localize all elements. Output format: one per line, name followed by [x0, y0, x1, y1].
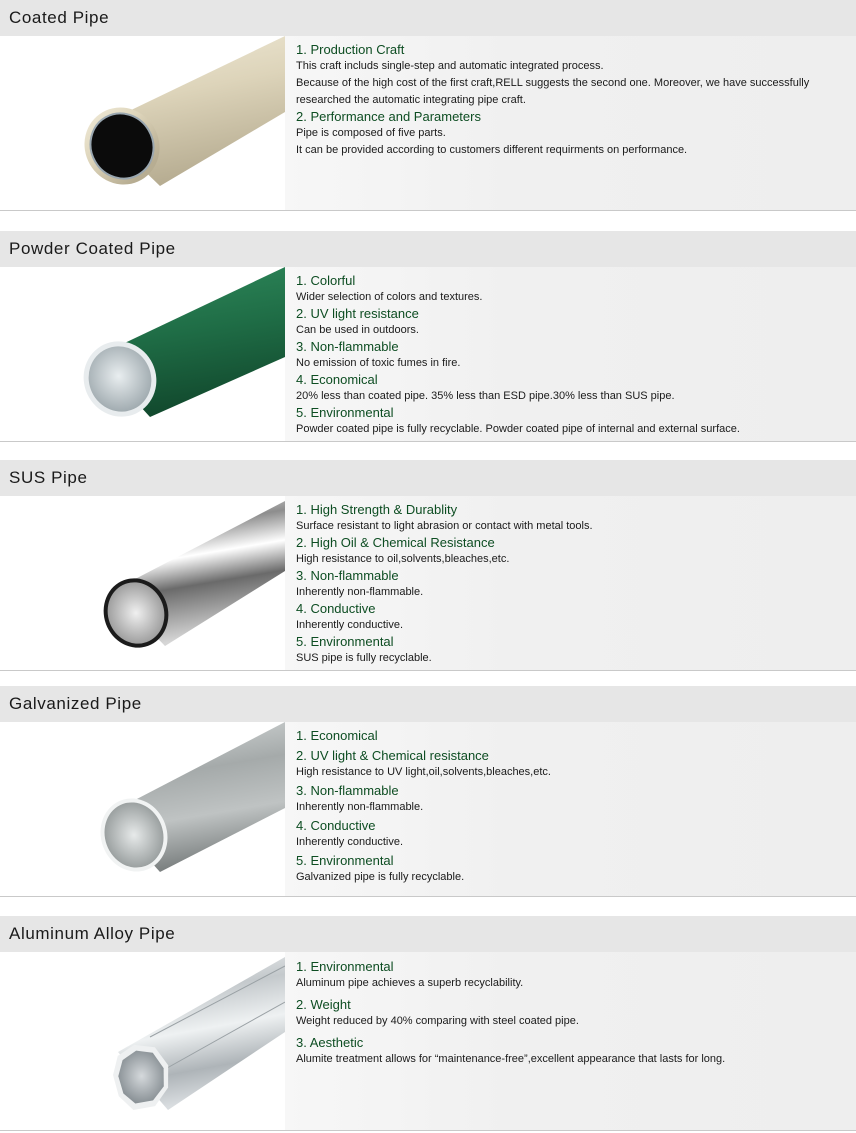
feature-text: researched the automatic integrating pipe craft. [296, 94, 526, 106]
section-title: Powder Coated Pipe [0, 231, 856, 267]
section-body [0, 952, 856, 1131]
feature-heading: 2. UV light resistance [296, 306, 419, 321]
aluminum-alloy-pipe-image [0, 952, 285, 1130]
feature-text: Inherently conductive. [296, 836, 404, 848]
feature-item [296, 853, 848, 886]
feature-text: Wider selection of colors and textures. [296, 291, 483, 303]
feature-heading: 1. Environmental [296, 959, 394, 974]
feature-text: Powder coated pipe is fully recyclable. Powder coated pipe of internal and external surface. [296, 423, 740, 435]
feature-text: 20% less than coated pipe. 35% less than ESD pipe.30% less than SUS pipe. [296, 390, 675, 402]
section-body [0, 722, 856, 897]
feature-heading: 4. Conductive [296, 818, 376, 833]
feature-heading: 1. Economical [296, 728, 378, 743]
section-body [0, 496, 856, 671]
feature-heading: 3. Non-flammable [296, 568, 399, 583]
feature-item [296, 109, 848, 159]
feature-heading: 1. Colorful [296, 273, 356, 288]
feature-item [296, 535, 848, 568]
feature-item [296, 42, 848, 109]
feature-item [296, 748, 848, 781]
feature-text: No emission of toxic fumes in fire. [296, 357, 461, 369]
feature-text: Pipe is composed of five parts. [296, 127, 446, 139]
feature-text: High resistance to UV light,oil,solvents,bleaches,etc. [296, 766, 551, 778]
section-galvanized-pipe [0, 686, 856, 897]
feature-heading: 3. Non-flammable [296, 783, 399, 798]
feature-text: High resistance to oil,solvents,bleaches,etc. [296, 553, 510, 565]
coated-pipe-image [0, 36, 285, 210]
feature-item [296, 1035, 848, 1068]
feature-text: It can be provided according to customers different requirments on performance. [296, 144, 688, 156]
aluminum-alloy-pipe-details [285, 952, 856, 1130]
feature-item [296, 601, 848, 634]
section-title: Aluminum Alloy Pipe [0, 916, 856, 952]
feature-heading: 2. UV light & Chemical resistance [296, 748, 489, 763]
feature-item [296, 634, 848, 667]
feature-text: Surface resistant to light abrasion or contact with metal tools. [296, 520, 593, 532]
section-body [0, 267, 856, 442]
feature-item [296, 783, 848, 816]
sus-pipe-image [0, 496, 285, 670]
feature-text: Weight reduced by 40% comparing with steel coated pipe. [296, 1015, 579, 1027]
section-coated-pipe [0, 0, 856, 211]
section-aluminum-alloy-pipe [0, 916, 856, 1131]
feature-heading: 4. Conductive [296, 601, 376, 616]
feature-heading: 1. Production Craft [296, 42, 405, 57]
galvanized-pipe-image [0, 722, 285, 896]
section-powder-coated-pipe [0, 231, 856, 442]
feature-text: Aluminum pipe achieves a superb recyclability. [296, 977, 524, 989]
feature-heading: 2. Weight [296, 997, 351, 1012]
feature-item [296, 728, 848, 744]
feature-item [296, 997, 848, 1030]
feature-text: Inherently non-flammable. [296, 801, 424, 813]
feature-text: Alumite treatment allows for “maintenance-free”,excellent appearance that lasts for long. [296, 1053, 726, 1065]
feature-text: This craft includs single-step and automatic integrated process. [296, 60, 604, 72]
powder-coated-pipe-image [0, 267, 285, 441]
sus-pipe-details [285, 496, 856, 670]
feature-item [296, 339, 848, 372]
feature-text: Can be used in outdoors. [296, 324, 419, 336]
feature-item [296, 818, 848, 851]
feature-item [296, 502, 848, 535]
section-body [0, 36, 856, 211]
feature-item [296, 959, 848, 992]
powder-coated-pipe-details [285, 267, 856, 441]
feature-heading: 4. Economical [296, 372, 378, 387]
feature-text: SUS pipe is fully recyclable. [296, 652, 432, 664]
feature-heading: 5. Environmental [296, 405, 394, 420]
feature-heading: 1. High Strength & Durablity [296, 502, 458, 517]
feature-text: Inherently conductive. [296, 619, 404, 631]
feature-item [296, 568, 848, 601]
feature-text: Inherently non-flammable. [296, 586, 424, 598]
coated-pipe-details [285, 36, 856, 210]
section-title: Coated Pipe [0, 0, 856, 36]
feature-heading: 5. Environmental [296, 634, 394, 649]
feature-heading: 5. Environmental [296, 853, 394, 868]
section-title: SUS Pipe [0, 460, 856, 496]
feature-heading: 2. Performance and Parameters [296, 109, 481, 124]
feature-item [296, 405, 848, 438]
section-sus-pipe [0, 460, 856, 671]
section-title: Galvanized Pipe [0, 686, 856, 722]
feature-heading: 3. Aesthetic [296, 1035, 364, 1050]
galvanized-pipe-details [285, 722, 856, 896]
feature-heading: 2. High Oil & Chemical Resistance [296, 535, 495, 550]
feature-text: Galvanized pipe is fully recyclable. [296, 871, 465, 883]
feature-text: Because of the high cost of the first craft,RELL suggests the second one. Moreover, we have successfully [296, 77, 810, 89]
feature-item [296, 273, 848, 306]
feature-item [296, 306, 848, 339]
feature-heading: 3. Non-flammable [296, 339, 399, 354]
feature-item [296, 372, 848, 405]
